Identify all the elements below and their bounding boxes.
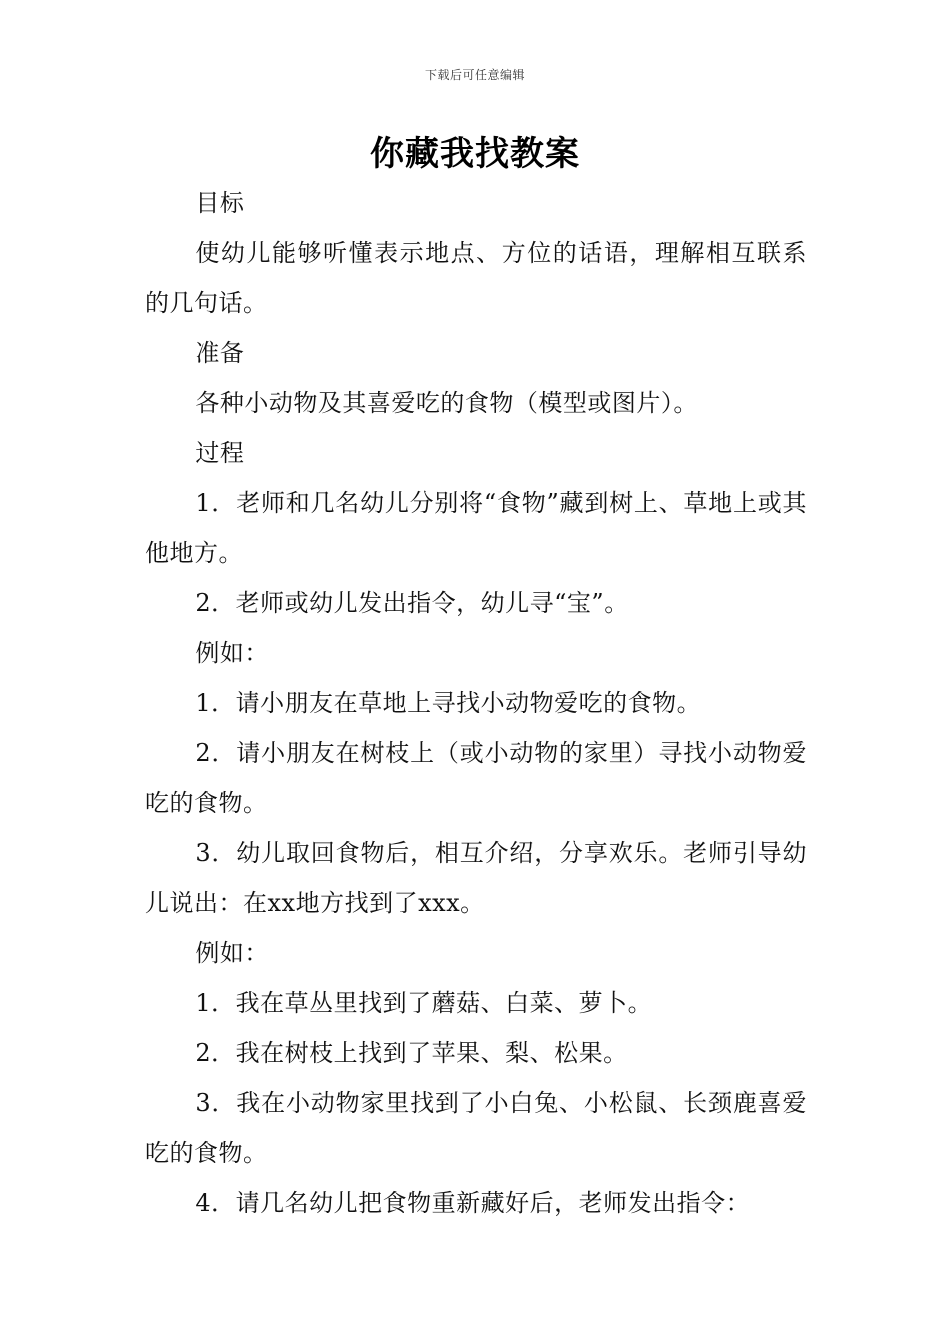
document-title: 你藏我找教案 <box>370 134 580 174</box>
example-item-1: 1．请小朋友在草地上寻找小动物爱吃的食物。 <box>195 689 702 717</box>
example-item-2: 2．我在树枝上找到了苹果、梨、松果。 <box>195 1039 628 1067</box>
header-note: 下载后可任意编辑 <box>424 68 525 82</box>
process-step-3: 3．幼儿取回食物后，相互介绍，分享欢乐。老师引导幼儿说出：在xx地方找到了xxx。 <box>145 839 807 917</box>
example-label: 例如： <box>195 939 269 967</box>
section-heading-process: 过程 <box>195 439 245 467</box>
example-label: 例如： <box>195 639 269 667</box>
example-item-2: 2．请小朋友在树枝上（或小动物的家里）寻找小动物爱吃的食物。 <box>145 739 807 817</box>
process-step-4: 4．请几名幼儿把食物重新藏好后，老师发出指令： <box>195 1189 751 1217</box>
section-heading-preparation: 准备 <box>195 339 245 367</box>
process-step-1: 1．老师和几名幼儿分别将“食物”藏到树上、草地上或其他地方。 <box>145 489 807 567</box>
section-heading-goal: 目标 <box>195 189 245 217</box>
process-step-2: 2．老师或幼儿发出指令，幼儿寻“宝”。 <box>195 589 629 617</box>
paragraph-preparation: 各种小动物及其喜爱吃的食物（模型或图片）。 <box>195 389 698 417</box>
example-item-1: 1．我在草丛里找到了蘑菇、白菜、萝卜。 <box>195 989 653 1017</box>
paragraph-goal: 使幼儿能够听懂表示地点、方位的话语，理解相互联系的几句话。 <box>145 239 807 317</box>
example-item-3: 3．我在小动物家里找到了小白兔、小松鼠、长颈鹿喜爱吃的食物。 <box>145 1089 807 1167</box>
document-body <box>145 178 807 1228</box>
